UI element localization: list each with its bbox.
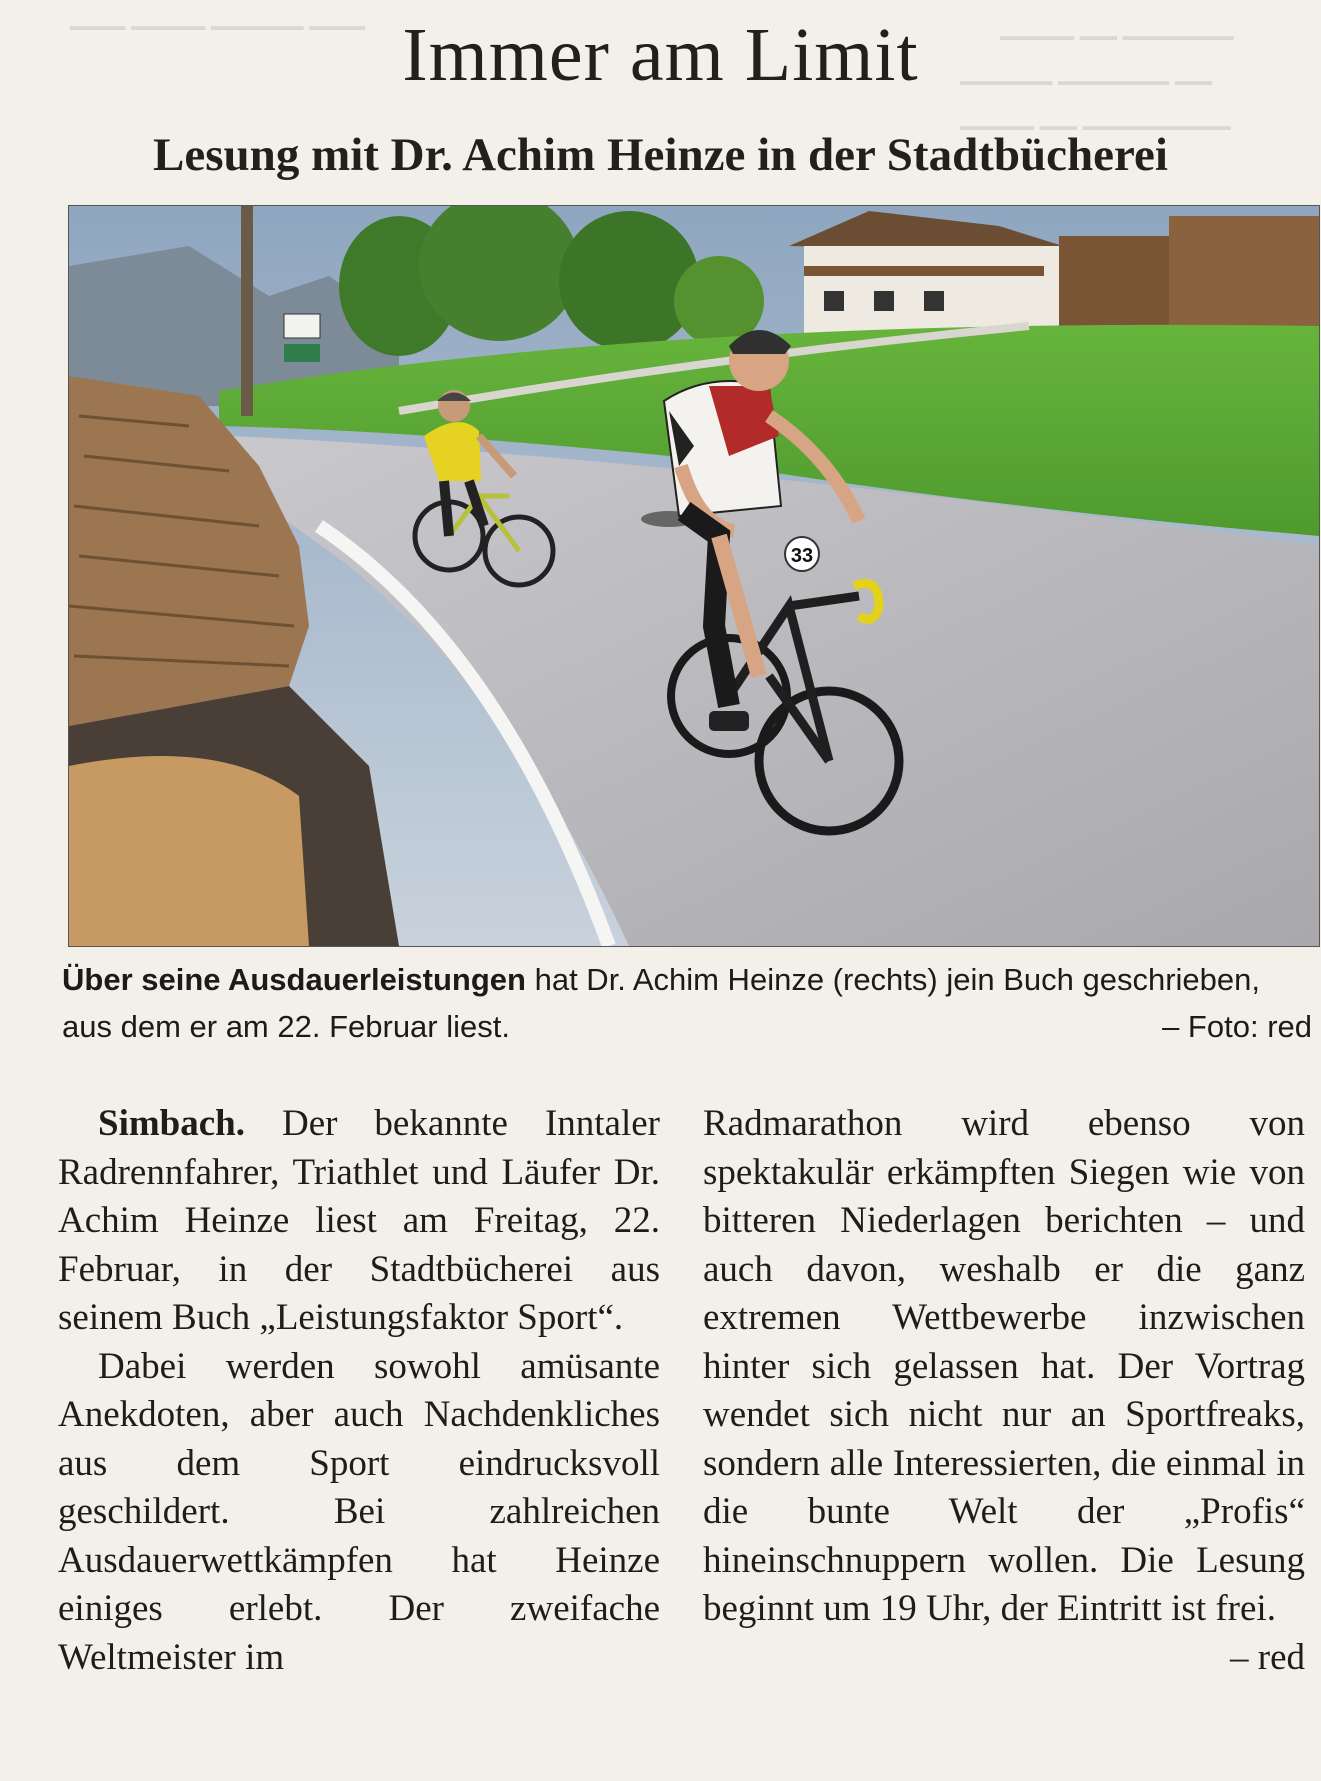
paragraph-2-part-1: Dabei werden sowohl amüsante Anekdoten, aber auch Nachdenkliches aus dem Sport eindrucksvoll geschildert. Bei zahlreichen Ausdauerwettkämpfen hat Heinze einiges erlebt. Der zweifache Weltmeister im xyxy=(58,1345,660,1678)
paragraph-1-text: Der bekannte Inntaler Radrennfahrer, Triathlet und Läufer Dr. Achim Heinze liest am Freitag, 22. Februar, in der Stadtbücherei aus seinem Buch „Leistungsfaktor Sport“. xyxy=(58,1103,660,1338)
article-body-right-column xyxy=(703,1100,1305,1682)
caption-text: hat Dr. Achim Heinze (rechts) jein Buch geschrieben, aus dem er am 22. Februar liest. xyxy=(62,962,1260,1044)
photo-credit: – Foto: red xyxy=(1162,1009,1312,1044)
utility-pole xyxy=(241,206,253,416)
show-through-texture: ▁▁▁ ▁▁▁▁ ▁▁▁▁▁ ▁▁▁ xyxy=(70,4,365,30)
paragraph-1 xyxy=(58,1100,660,1343)
headline: Immer am Limit xyxy=(402,13,919,97)
cyclists-photo-illustration xyxy=(69,206,1319,946)
road-sign xyxy=(284,344,320,362)
subheadline: Lesung mit Dr. Achim Heinze in der Stadtbücherei xyxy=(153,129,1168,181)
caption-lead: Über seine Ausdauerleistungen xyxy=(62,962,526,997)
article-photo xyxy=(68,205,1320,947)
article-body-left-column xyxy=(58,1100,660,1682)
show-through-texture: ▁▁▁▁ ▁▁ ▁▁▁▁▁▁ xyxy=(1000,14,1234,40)
log-end xyxy=(69,756,309,946)
show-through-texture: ▁▁▁▁▁ ▁▁▁▁▁▁ ▁▁ xyxy=(960,59,1212,85)
road-sign xyxy=(284,314,320,338)
author-signature: – red xyxy=(1230,1636,1305,1678)
dateline: Simbach. xyxy=(98,1103,246,1144)
tree xyxy=(559,211,699,351)
paragraph-2-part-2: Radmarathon wird ebenso von spektakulär erkämpften Siegen wie von bitteren Niederlagen berichten – und auch davon, weshalb er die ganz extremen Wettbewerbe inzwischen hinter sich gelassen hat. Der Vortrag wendet sich nicht nur an Sportfreaks, sondern alle Interessierten, die einmal in die bunte Welt der „Profis“ hineinschnuppern wollen. Die Lesung beginnt um 19 Uhr, der Eintritt ist frei. xyxy=(703,1103,1305,1629)
show-through-texture: ▁▁▁▁ ▁▁ ▁▁▁▁▁▁▁▁ xyxy=(960,104,1231,130)
photo-caption xyxy=(62,956,1312,1050)
race-number-bib: 33 xyxy=(790,545,814,567)
